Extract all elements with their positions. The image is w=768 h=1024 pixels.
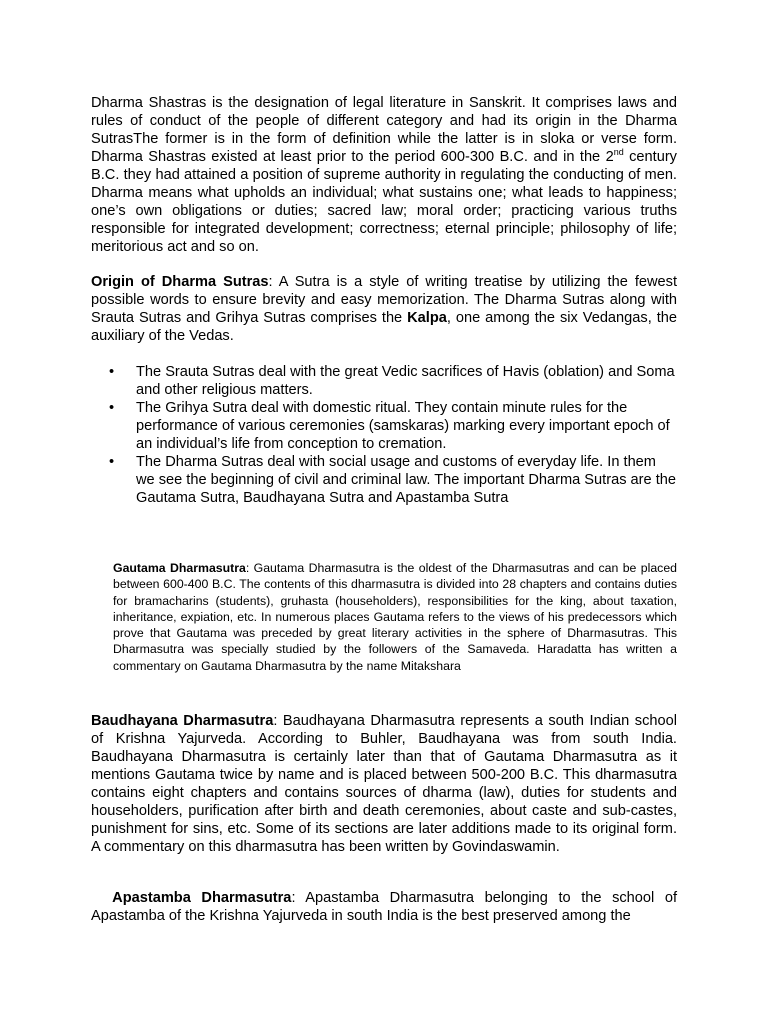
gautama-paragraph [113,560,677,674]
apastamba-text: : Apastamba Dharmasutra belonging to the school of Apastamba of the Krishna Yajurveda in south India is the best preserved among the [91,890,677,924]
intro-text-part1: Dharma Shastras is the designation of legal literature in Sanskrit. It comprises laws and rules of conduct of the people of different category and had its origin in the Dharma SutrasThe former is in the form of definition while the latter is in sloka or verse form. Dharma Shastras existed at least prior to the period 600-300 B.C. and in the 2 [91,95,677,165]
bullet-icon: • [109,454,115,470]
bullet-item-grihya [109,399,677,453]
intro-superscript: nd [613,147,624,158]
bullet-icon: • [109,400,115,416]
kalpa-term: Kalpa [407,310,447,326]
baudhayana-heading: Baudhayana Dharmasutra [91,713,274,729]
gautama-heading: Gautama Dharmasutra [113,561,246,575]
intro-paragraph [91,94,677,256]
origin-text-part2: , one among the six Vedangas, the auxiliary of the Vedas. [91,310,677,344]
origin-heading: Origin of Dharma Sutras [91,274,269,290]
bullet-item-srauta [109,363,677,399]
gautama-text: : Gautama Dharmasutra is the oldest of the Dharmasutras and can be placed between 600-400 B.C. The contents of this dharmasutra is divided into 28 chapters and contains duties for bramacharins (students), gruhasta (householders), responsibilities for the king, about taxation, inheritance, expiation, etc. In numerous places Gautama refers to the views of his predecessors which prove that Gautama was preceded by great literary activities in the sphere of Dharmasutras. This Dharmasutra was specially studied by the followers of the Samaveda. Haradatta has written a commentary on Gautama Dharmasutra by the name Mitakshara [113,561,677,673]
baudhayana-paragraph [91,712,677,856]
baudhayana-text: : Baudhayana Dharmasutra represents a south Indian school of Krishna Yajurveda. According to Buhler, Baudhayana was from south India. Baudhayana Dharmasutra is certainly later than that of Gautama Dharmasutra as it mentions Gautama twice by name and is placed between 500-200 B.C. This dharmasutra contains eight chapters and contains sources of dharma (law), duties for students and householders, purification after birth and death ceremonies, about caste and sub-castes, punishment for sins, etc. Some of its sections are later additions made to its original form. A commentary on this dharmasutra has been written by Govindaswamin. [91,713,677,855]
bullet-item-dharma [109,453,677,507]
apastamba-paragraph [91,889,677,925]
sutra-bullet-list [109,363,677,507]
bullet-text: The Dharma Sutras deal with social usage and customs of everyday life. In them we see the beginning of civil and criminal law. The important Dharma Sutras are the Gautama Sutra, Baudhayana Sutra and Apastamba Sutra [136,454,676,506]
origin-text-part1: : A Sutra is a style of writing treatise by utilizing the fewest possible words to ensure brevity and easy memorization. The Dharma Sutras along with Srauta Sutras and Grihya Sutras comprises the [91,274,678,326]
origin-paragraph [91,273,677,345]
apastamba-heading: Apastamba Dharmasutra [112,890,292,906]
bullet-icon: • [109,364,115,380]
intro-text-part2: century B.C. they had attained a position of supreme authority in regulating the conducting of men. Dharma means what upholds an individual; what sustains one; what leads to happiness; one’s own obligations or duties; sacred law; moral order; practicing various truths responsible for integrated development; correctness; eternal principle; philosophy of life; meritorious act and so on. [91,149,677,255]
bullet-text: The Grihya Sutra deal with domestic ritual. They contain minute rules for the performance of various ceremonies (samskaras) marking every important epoch of an individual’s life from conception to cremation. [136,400,670,452]
bullet-text: The Srauta Sutras deal with the great Vedic sacrifices of Havis (oblation) and Soma and other religious matters. [136,364,675,398]
